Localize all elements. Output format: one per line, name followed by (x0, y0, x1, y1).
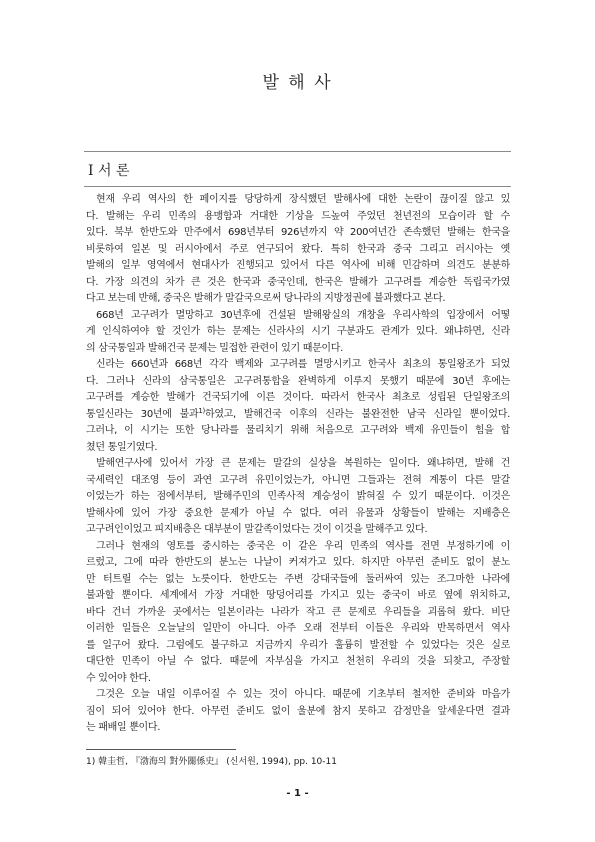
line-text: 하였고, 발해건국 이후의 신라는 불완전한 남국 신라일 뿐이었다. (204, 408, 510, 420)
paragraph-line: 게 인식하여야 할 것인가 하는 문제는 신라사의 시기 구분과도 관계가 있다. 왜냐하면, 신라 (86, 326, 510, 337)
paragraph-line: 수 있어야 한다. (86, 672, 151, 684)
paragraph (86, 192, 510, 308)
paragraph-line: 그러나 현재의 영토를 중시하는 중국은 이 같은 우리 민족의 역사를 전면 부정하기에 이 (96, 540, 510, 552)
paragraph-line: 불과할 뿐이다. 세계에서 가장 거대한 땅덩어리를 가지고 있는 중국이 바로 옆에 위치하고, (86, 590, 510, 601)
paragraph-line: 를 일구어 왔다. 그럼에도 불구하고 지금까지 우리가 훌륭히 발전할 수 있었다는 것은 실로 (86, 639, 510, 651)
paragraph-line: 이었는가 하는 점에서부터, 발해주민의 민족사적 계승성이 밝혀질 수 있기 때문이다. 이것은 (86, 491, 510, 502)
footnote-reference: 1) (198, 406, 205, 415)
paragraph-line: 국세력인 대조영 등이 과연 고구려 유민이었는가, 아니면 그들과는 전혀 계통이 다른 말갈 (86, 474, 510, 486)
paragraph-line: 르렀고, 그에 따라 한반도의 분노는 나날이 커져가고 있다. 하지만 아무런 준비도 없이 분노 (86, 557, 510, 568)
paragraph-line: 그것은 오늘 내일 이루어질 수 있는 것이 아니다. 때문에 기초부터 철저한 준비와 마음가 (96, 689, 510, 700)
paragraph (86, 456, 510, 539)
section-heading: Ⅰ 서 론 (88, 163, 130, 179)
paragraph-line: 신라는 660년과 668년 각각 백제와 고구려를 멸망시키고 한국사 최초의 통일왕조가 되었 (96, 359, 510, 370)
paragraph-line: 는 패배일 뿐이다. (86, 722, 161, 733)
paragraph-line: 대단한 민족이 아닐 수 없다. 때문에 자부심을 가지고 천천히 우리의 것을 되찾고, 주장할 (86, 656, 510, 667)
paragraph-line: 발해사에 있어 가장 중요한 문제가 아닐 수 없다. 여러 유물과 상황들이 발해는 지배층은 (86, 507, 510, 519)
paragraph-line: 고구려를 계승한 발해가 건국되기에 이른 것이다. 따라서 한국사 최초로 성립된 단일왕조의 (86, 392, 510, 403)
paragraph-line: 발해연구사에 있어서 가장 큰 문제는 말갈의 실상을 복원하는 일이다. 왜냐하면, 발해 건 (96, 458, 510, 469)
paragraph-line: 바다 건너 가까운 곳에서는 일본이라는 나라가 작고 큰 문제로 우리들을 괴롭혀 왔다. 비단 (86, 606, 510, 618)
line-text: 통일신라는 30년에 불과 (86, 408, 199, 420)
paragraph-line: 비롯하여 일본 및 러시아에서 주로 연구되어 왔다. 특히 한국과 중국 그리고 러시아는 옛 (86, 243, 510, 255)
page-number: - 1 - (286, 788, 309, 799)
paragraph-line: 고구려인이었고 피지배층은 대부분이 말갈족이었다는 것이 이것을 말해주고 있다. (86, 524, 428, 535)
paragraph-line: 짐이 되어 있어야 한다. 아무런 준비도 없이 울분에 참지 못하고 감정만을 앞세운다면 결과 (86, 705, 510, 717)
paragraph-line: 있다. 북부 한반도와 만주에서 698년부터 926년까지 약 200여년간 존속했던 발해는 한국을 (86, 227, 510, 238)
paragraph-line: 만 터트릴 수는 없는 노릇이다. 한반도는 주변 강대국들에 둘러싸여 있는 조그마한 나라에 (86, 573, 510, 585)
paragraph-line: 668년 고구려가 멸망하고 30년후에 건설된 발해왕실의 개창을 우리사학의 입장에서 어떻 (96, 309, 510, 321)
footnote-text: 1) 韓圭哲, 『渤海의 對外關係史』 (신서원, 1994), pp. 10-11 (86, 757, 337, 767)
document-body (86, 192, 510, 737)
paragraph (86, 687, 510, 737)
paragraph (86, 539, 510, 688)
paragraph-line: 다고 보는데 반해, 중국은 발해가 말갈국으로써 당나라의 지방정권에 불과했다고 본다. (86, 293, 446, 304)
paragraph (86, 308, 510, 358)
paragraph-line: 다. 가장 의견의 차가 큰 것은 한국과 중국인데, 한국은 발해가 고구려를 계승한 독립국가였 (86, 276, 510, 288)
paragraph-line (86, 407, 510, 424)
paragraph-line: 이러한 일들은 오늘날의 일만이 아니다. 아주 오래 전부터 이들은 우리와 반목하면서 역사 (86, 623, 510, 634)
paragraph-line: 다. 그러나 신라의 삼국통일은 고구려통합을 완벽하게 이루지 못했기 때문에 30년 후에는 (86, 375, 510, 387)
footnote-divider (86, 749, 236, 750)
paragraph-line: 그러나, 이 시기는 또한 당나라를 물리치기 위해 처음으로 고구려와 백제 유민들이 힘을 합 (86, 425, 510, 436)
paragraph-line: 쳤던 통일기였다. (86, 441, 158, 453)
document-title: 발 해 사 (262, 73, 333, 93)
paragraph-line: 다. 발해는 우리 민족의 용맹함과 거대한 기상을 드높여 주었던 천년전의 모습이라 할 수 (86, 210, 510, 222)
paragraph (86, 357, 510, 456)
section-heading-box (84, 151, 511, 187)
paragraph-line: 현재 우리 역사의 한 페이지를 당당하게 장식했던 발해사에 대한 논란이 끊이질 않고 있 (96, 194, 510, 205)
paragraph-line: 발해의 일부 영역에서 현대사가 진행되고 있어서 다른 역사에 비해 민감하며 의견도 분분하 (86, 260, 510, 271)
paragraph-line: 의 삼국통일과 발해건국 문제는 밀접한 관련이 있기 때문이다. (86, 342, 344, 354)
